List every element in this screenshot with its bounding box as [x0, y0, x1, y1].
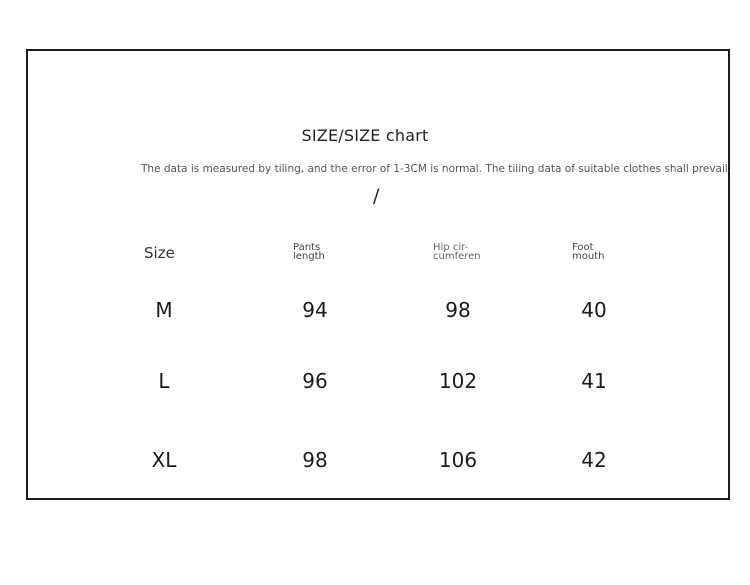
header-size: Size: [144, 244, 175, 262]
cell-size: M: [155, 298, 173, 322]
separator-slash: /: [373, 185, 380, 207]
cell-size: XL: [151, 448, 177, 472]
header-foot-line2: mouth: [572, 251, 605, 262]
cell-hip: 106: [438, 448, 478, 472]
header-pants-line2: length: [293, 251, 325, 262]
chart-title: [0, 126, 750, 145]
header-foot-mouth: [572, 243, 632, 261]
header-foot-line1: Foot: [572, 242, 594, 253]
cell-pants-length: 94: [302, 298, 328, 322]
header-hip-circumference: [433, 243, 493, 261]
cell-size: L: [158, 369, 170, 393]
cell-foot-mouth: 42: [581, 448, 607, 472]
cell-hip: 98: [445, 298, 471, 322]
cell-foot-mouth: 41: [581, 369, 607, 393]
header-pants-line1: Pants: [293, 242, 321, 253]
size-chart-frame: [26, 49, 730, 500]
cell-hip: 102: [438, 369, 478, 393]
chart-title-text: SIZE/SIZE chart: [301, 126, 429, 145]
header-hip-line2: cumferen: [433, 251, 481, 262]
measurement-note: The data is measured by tiling, and the error of 1-3CM is normal. The tiling data of suitable clothes shall prevail.: [141, 163, 732, 175]
cell-foot-mouth: 40: [581, 298, 607, 322]
cell-pants-length: 98: [302, 448, 328, 472]
cell-pants-length: 96: [302, 369, 328, 393]
header-pants-length: [293, 243, 353, 261]
header-hip-line1: Hip cir-: [433, 242, 469, 253]
